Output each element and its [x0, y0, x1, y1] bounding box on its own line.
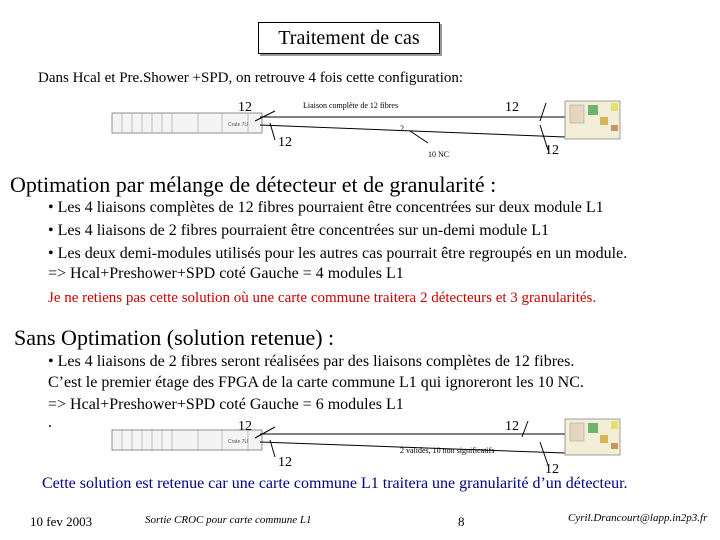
footer-page-number: 8: [458, 514, 465, 529]
diagram2-label-top-right: 12: [505, 419, 519, 434]
conclusion-text: Cette solution est retenue car une carte commune L1 traitera une granularité d’un détecteur.: [42, 475, 628, 492]
section1-bullet: • Les 4 liaisons de 2 fibres pourraient être concentrées sur un-demi module L1: [48, 222, 549, 239]
section1-result: => Hcal+Preshower+SPD coté Gauche = 4 modules L1: [48, 265, 404, 282]
diagram1-label-bottom-right: 12: [545, 143, 559, 158]
section1-note: Je ne retiens pas cette solution où une carte commune traitera 2 détecteurs et 3 granularités.: [48, 290, 597, 306]
section2-dot: .: [48, 414, 52, 431]
diagram2-label-bottom-left: 12: [278, 455, 292, 470]
intro-text: Dans Hcal et Pre.Shower +SPD, on retrouve 4 fois cette configuration:: [38, 70, 464, 86]
svg-text:Crate 7U: Crate 7U: [228, 122, 249, 128]
diagram1-label-top-right: 12: [505, 100, 519, 115]
section2-bullet: C’est le premier étage des FPGA de la carte commune L1 qui ignoreront les 10 NC.: [48, 374, 584, 391]
section2-heading: Sans Optimation (solution retenue) :: [14, 325, 335, 350]
slide-title-text: Traitement de cas: [278, 26, 420, 49]
footer-date: 10 fev 2003: [30, 514, 93, 529]
diagram2-label-middle: 2 valides, 10 non significatifs: [400, 446, 495, 455]
slide-title: [258, 22, 440, 54]
section2-bullet: • Les 4 liaisons de 2 fibres seront réalisées par des liaisons complètes de 12 fibres.: [48, 353, 575, 370]
diagram2-label-top-left: 12: [238, 419, 252, 434]
diagram1-link-label: Liaison complète de 12 fibres: [303, 101, 399, 110]
footer-subject: Sortie CROC pour carte commune L1: [145, 514, 312, 526]
section1-bullet: • Les 4 liaisons complètes de 12 fibres pourraient être concentrées sur deux module L1: [48, 199, 604, 216]
section1-heading: Optimation par mélange de détecteur et de granularité :: [10, 172, 497, 197]
svg-text:Crate 7U: Crate 7U: [228, 439, 249, 445]
diagram1-label-nc: 10 NC: [428, 150, 450, 159]
diagram1-label-bottom-left: 12: [278, 135, 292, 150]
section1-bullet: • Les deux demi-modules utilisés pour les autres cas pourrait être regroupés en un module.: [48, 245, 628, 262]
footer-email: Cyril.Drancourt@lapp.in2p3.fr: [568, 512, 708, 524]
diagram1-label-top-left: 12: [238, 100, 252, 115]
diagram2-label-bottom-right: 12: [545, 462, 559, 477]
diagram1-label-middle: 2: [400, 124, 404, 133]
section2-result: => Hcal+Preshower+SPD coté Gauche = 6 modules L1: [48, 396, 404, 413]
